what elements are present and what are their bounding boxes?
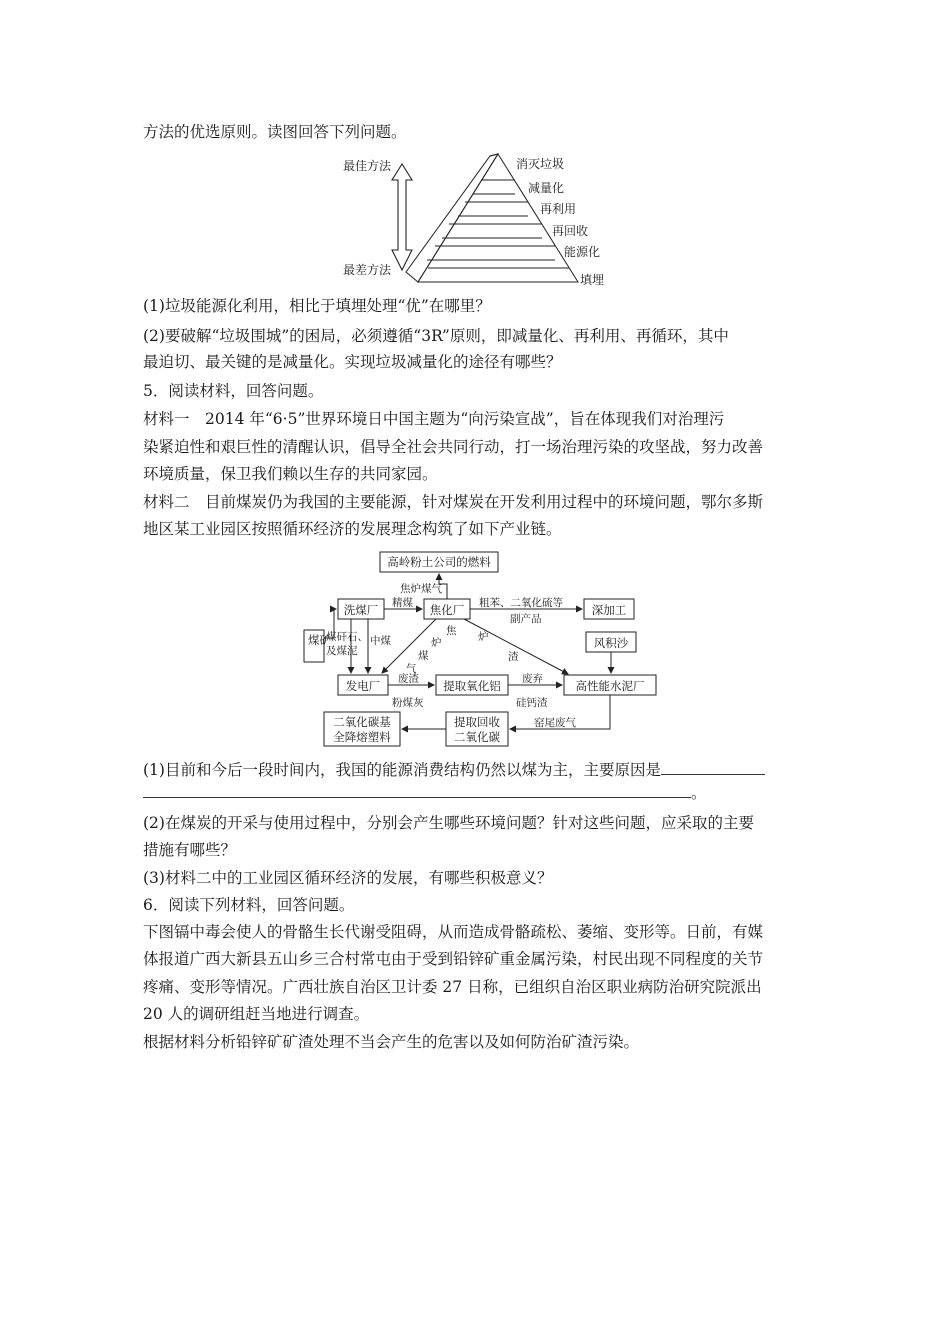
q6-line5: 根据材料分析铅锌矿矿渣处理不当会产生的危害以及如何防治矿渣污染。: [143, 1033, 640, 1051]
edge-silica-label: 硅钙渣: [516, 697, 548, 709]
pyramid-level-4: 再回收: [552, 224, 589, 238]
node-mine-label: 煤矿: [308, 633, 331, 647]
q5-material2-line2: 地区某工业园区按照循环经济的发展理念构筑了如下产业链。: [143, 520, 562, 538]
node-alumina-label: 提取氧化铝: [443, 679, 501, 693]
node-co2-label-2: 二氧化碳: [454, 730, 500, 744]
node-deep-label: 深加工: [591, 603, 627, 617]
edge-sludge-label: 及煤泥: [326, 645, 358, 657]
edge-gas-label: 焦炉煤气: [400, 583, 442, 595]
node-coke-label: 焦化厂: [429, 603, 465, 617]
edge-discard-label: 废弃: [522, 673, 543, 685]
edge-cokegas-2: 炉: [431, 637, 442, 649]
edge-cokegas-1: 焦: [446, 625, 457, 637]
q5-title: 5．阅读材料，回答问题。: [143, 382, 324, 400]
node-sand-label: 风积沙: [593, 636, 629, 650]
pyramid-level-2: 减量化: [528, 181, 565, 195]
q6-line4: 20 人的调研组赶当地进行调查。: [143, 1005, 370, 1023]
answer-blank-2[interactable]: [143, 783, 691, 798]
edge-cokegas-3: 煤: [418, 650, 429, 662]
node-plastic-label-1: 二氧化碳基: [333, 715, 391, 729]
pyramid-level-3: 再利用: [540, 202, 577, 216]
edge-cokegas-4: 气: [406, 663, 417, 675]
q5-sub1: [143, 760, 765, 780]
node-fuel-label: 高岭粉土公司的燃料: [387, 555, 491, 569]
q5-material2-line1: 材料二 目前煤炭仍为我国的主要能源，针对煤炭在开发利用过程中的环境问题，鄂尔多斯: [143, 493, 764, 511]
waste-pyramid-figure: [340, 150, 620, 290]
node-plastic-label-2: 全降熔塑料: [333, 730, 391, 744]
q4-part2-line2: 最迫切、最关键的是减量化。实现垃圾减量化的途径有哪些？: [143, 353, 562, 371]
q6-line3: 疼痛、变形等情况。广西壮族自治区卫计委 27 日称，已组织自治区职业病防治研究院派出: [143, 978, 762, 996]
q6-line1: 下图镉中毒会使人的骨骼生长代谢受阻碍，从而造成骨骼疏松、萎缩、变形等。日前，有媒: [143, 923, 764, 941]
node-power-label: 发电厂: [345, 679, 381, 693]
pyramid-level-6: 填埋: [580, 273, 605, 287]
best-method-label: 最佳方法: [343, 159, 392, 173]
q5-material1-line2: 染紧迫性和艰巨性的清醒认识，倡导全社会共同行动，打一场治理污染的攻坚战，努力改善: [143, 438, 764, 456]
edge-slag-2: 渣: [508, 651, 519, 663]
q5-material1-line3: 环境质量，保卫我们赖以生存的共同家园。: [143, 465, 438, 483]
edge-jingmei-label: 精煤: [392, 597, 413, 609]
edge-kiln-label: 窑尾废气: [534, 717, 576, 729]
worst-method-label: 最差方法: [343, 263, 392, 277]
q5-sub2-line2: 措施有哪些？: [143, 841, 237, 859]
industry-chain-diagram: [296, 548, 666, 750]
edge-gangue-label: 煤矸石、: [326, 631, 368, 643]
intro-line: 方法的优选原则。读图回答下列问题。: [143, 123, 407, 141]
node-wash-label: 洗煤厂: [343, 603, 379, 617]
node-cement-label: 高性能水泥厂: [575, 679, 645, 693]
edge-zhongmei-label: 中煤: [370, 635, 391, 647]
q4-part1: (1)垃圾能源化利用，相比于填埋处理“优”在哪里？: [143, 297, 491, 315]
q5-sub1-text: (1)目前和今后一段时间内，我国的能源消费结构仍然以煤为主，主要原因是: [143, 761, 661, 779]
edge-byproduct-label: 粗苯、二氧化硫等: [479, 597, 563, 609]
pyramid-level-5: 能源化: [564, 245, 601, 259]
edge-waste-slag-label: 废渣: [398, 673, 419, 685]
double-arrow-icon: [392, 164, 412, 270]
edge-byproduct2-label: 副产品: [510, 613, 542, 625]
q5-sub2-line1: (2)在煤炭的开采与使用过程中，分别会产生哪些环境问题？针对这些问题，应采取的主要: [143, 814, 754, 832]
q4-part2-line1: (2)要破解“垃圾围城”的困局，必须遵循“3R”原则，即减量化、再利用、再循环，其中: [143, 327, 729, 345]
edge-slag-1: 炉: [478, 631, 489, 643]
q5-sub1-cont: [143, 783, 707, 803]
pyramid-level-1: 消灭垃圾: [516, 157, 565, 171]
q5-sub3: (3)材料二中的工业园区循环经济的发展，有哪些积极意义？: [143, 869, 553, 887]
q6-line2: 体报道广西大新县五山乡三合村常屯由于受到铅锌矿重金属污染，村民出现不同程度的关节: [143, 950, 764, 968]
answer-blank-1[interactable]: [661, 760, 765, 775]
edge-flyash-label: 粉煤灰: [392, 697, 424, 709]
q6-title: 6．阅读下列材料，回答问题。: [143, 896, 355, 914]
q5-sub1-end: 。: [691, 784, 707, 802]
node-co2-label-1: 提取回收: [454, 715, 500, 729]
q5-material1-line1: 材料一 2014 年“6·5”世界环境日中国主题为“向污染宣战”，旨在体现我们对治理污: [143, 410, 725, 428]
